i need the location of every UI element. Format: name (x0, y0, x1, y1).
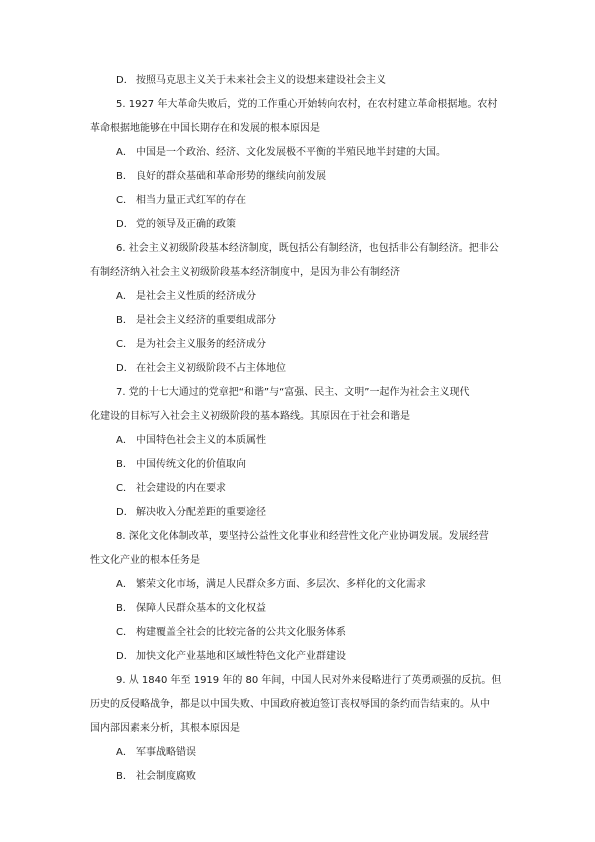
q5-option-b (116, 170, 536, 184)
option-text: 中国特色社会主义的本质属性 (136, 435, 266, 446)
option-letter: C． (116, 627, 133, 638)
option-letter: B． (116, 315, 133, 326)
q8-stem-line-2: 性文化产业的根本任务是 (90, 555, 200, 566)
option-text: 中国是一个政治、经济、文化发展极不平衡的半殖民地半封建的大国。 (136, 147, 446, 158)
option-letter: A． (116, 747, 133, 758)
q8-option-c (116, 626, 536, 640)
q9-stem-line-1: 9. 从 1840 年至 1919 年的 80 年间，中国人民对外来侵略进行了英勇顽强的反抗。但 (116, 675, 502, 686)
q7-option-b (116, 458, 536, 472)
q6-option-c (116, 338, 536, 352)
option-letter: A． (116, 579, 133, 590)
option-text: 良好的群众基础和革命形势的继续向前发展 (136, 171, 326, 182)
option-text: 繁荣文化市场，满足人民群众多方面、多层次、多样化的文化需求 (136, 579, 426, 590)
q7-option-d (116, 506, 536, 520)
option-text: 是社会主义性质的经济成分 (136, 291, 256, 302)
option-letter: C． (116, 195, 133, 206)
option-text: 加快文化产业基地和区域性特色文化产业群建设 (136, 651, 346, 662)
option-text: 中国传统文化的价值取向 (136, 459, 246, 470)
q9-option-a (116, 746, 536, 760)
q6-stem-line-1: 6. 社会主义初级阶段基本经济制度，既包括公有制经济，也包括非公有制经济。把非公 (116, 243, 499, 254)
q5-stem-line-1: 5. 1927 年大革命失败后，党的工作重心开始转向农村，在农村建立革命根据地。农村 (116, 99, 498, 110)
option-letter: D． (116, 651, 134, 662)
q5-option-d (116, 218, 536, 232)
q8-stem-line-1: 8. 深化文化体制改革，要坚持公益性文化事业和经营性文化产业协调发展。发展经营 (116, 531, 489, 542)
q9-stem-line-2: 历史的反侵略战争，都是以中国失败、中国政府被迫签订丧权辱国的条约而告结束的。从中 (90, 699, 490, 710)
option-text: 构建覆盖全社会的比较完备的公共文化服务体系 (136, 627, 346, 638)
option-text: 党的领导及正确的政策 (136, 219, 236, 230)
q4-option-d (116, 74, 536, 88)
option-text: 是社会主义经济的重要组成部分 (136, 315, 276, 326)
q8-option-b (116, 602, 536, 616)
q5-option-c (116, 194, 536, 208)
q8-option-a (116, 578, 536, 592)
option-letter: D． (116, 219, 134, 230)
option-text: 相当力量正式红军的存在 (136, 195, 246, 206)
option-letter: B． (116, 771, 133, 782)
option-text: 解决收入分配差距的重要途径 (136, 507, 266, 518)
q5-stem-line-2: 革命根据地能够在中国长期存在和发展的根本原因是 (90, 123, 320, 134)
q5-option-a (116, 146, 536, 160)
option-letter: B． (116, 459, 133, 470)
option-letter: B． (116, 603, 133, 614)
option-letter: B． (116, 171, 133, 182)
option-text: 社会制度腐败 (136, 771, 196, 782)
option-letter: A． (116, 147, 133, 158)
option-letter: A． (116, 291, 133, 302)
option-text: 社会建设的内在要求 (136, 483, 226, 494)
option-letter: C． (116, 339, 133, 350)
option-letter: C． (116, 483, 133, 494)
q7-stem-line-2: 化建设的目标写入社会主义初级阶段的基本路线。其原因在于社会和谐是 (90, 411, 410, 422)
option-text: 在社会主义初级阶段不占主体地位 (136, 363, 286, 374)
q6-stem-line-2: 有制经济纳入社会主义初级阶段基本经济制度中，是因为非公有制经济 (90, 267, 400, 278)
q7-stem-line-1: 7. 党的十七大通过的党章把“和谐”与“富强、民主、文明”一起作为社会主义现代 (116, 387, 470, 398)
q6-option-d (116, 362, 536, 376)
option-letter: D． (116, 363, 134, 374)
option-letter: D． (116, 75, 134, 86)
option-text: 保障人民群众基本的文化权益 (136, 603, 266, 614)
q7-option-c (116, 482, 536, 496)
option-text: 是为社会主义服务的经济成分 (136, 339, 266, 350)
q9-option-b (116, 770, 536, 784)
option-text: 按照马克思主义关于未来社会主义的设想来建设社会主义 (136, 75, 386, 86)
option-letter: D． (116, 507, 134, 518)
option-text: 军事战略错误 (136, 747, 196, 758)
q6-option-b (116, 314, 536, 328)
q9-stem-line-3: 国内部因素来分析，其根本原因是 (90, 723, 240, 734)
q8-option-d (116, 650, 536, 664)
q6-option-a (116, 290, 536, 304)
q7-option-a (116, 434, 536, 448)
option-letter: A． (116, 435, 133, 446)
